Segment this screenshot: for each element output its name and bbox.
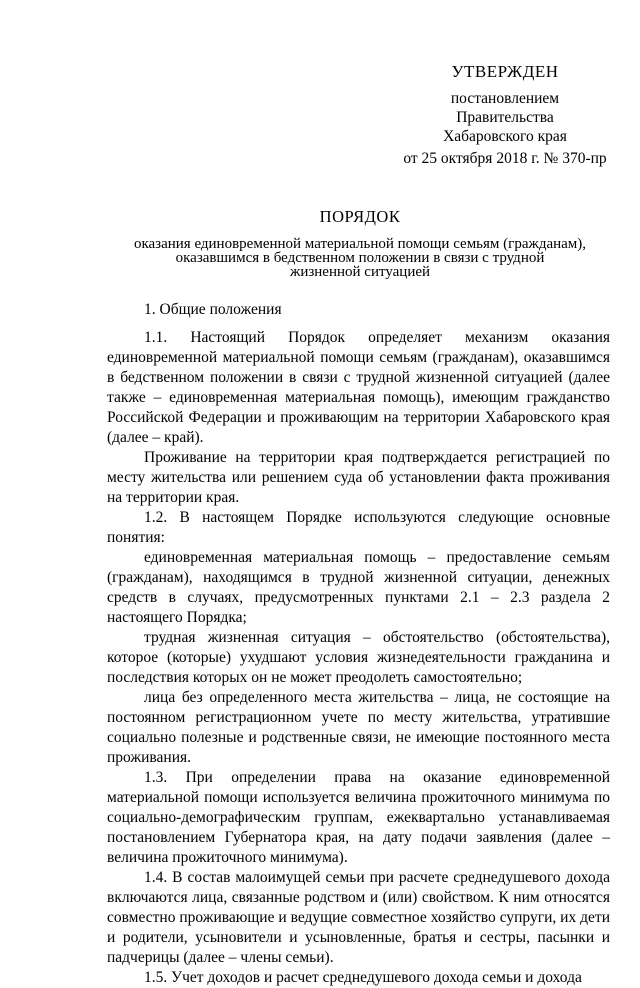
paragraph: Проживание на территории края подтверждается регистрацией по месту жительства или решением суда об установлении факта проживания на территории края. — [107, 449, 610, 506]
approval-line: Правительства — [456, 109, 554, 126]
approval-date-line: от 25 октября 2018 г. № 370-пр — [403, 150, 607, 167]
document-body — [107, 300, 610, 988]
approval-heading: УТВЕРЖДЕН — [451, 62, 559, 81]
document-subtitle-line: оказания единовременной материальной помощи семьям (гражданам), — [133, 236, 587, 252]
document-subtitle-line: оказавшимся в бедственном положении в связи с трудной — [175, 250, 545, 266]
paragraph: 1.3. При определении права на оказание единовременной материальной помощи используется величина прожиточного минимума по социально-демографическим группам, ежеквартально устанавливаемая постановлением Губернатора края, на дату подачи заявления (далее – величина прожиточного минимума). — [107, 769, 610, 866]
paragraph: лица без определенного места жительства – лица, не состоящие на постоянном регистрационном учете по месту жительства, утратившие социально полезные и родственные связи, не имеющие постоянного места проживания. — [107, 689, 610, 766]
section-heading: 1. Общие положения — [144, 301, 282, 318]
document-title: ПОРЯДОК — [319, 207, 401, 226]
paragraph: 1.2. В настоящем Порядке используются следующие основные понятия: — [107, 509, 610, 546]
document-subtitle-line: жизненной ситуацией — [289, 264, 431, 280]
paragraph: 1.1. Настоящий Порядок определяет механизм оказания единовременной материальной помощи семьям (гражданам), оказавшимся в бедственном положении в связи с трудной жизненной ситуацией (далее также – единовременная материальная помощь), имеющим гражданство Российской Федерации и проживающим на территории Хабаровского края (далее – край). — [107, 329, 610, 446]
paragraph: 1.4. В состав малоимущей семьи при расчете среднедушевого дохода включаются лица, связанные родством и (или) свойством. К ним относятся совместно проживающие и ведущие совместное хозяйство супруги, их дети и родители, усыновители и усыновленные, братья и сестры, пасынки и падчерицы (далее – члены семьи). — [107, 869, 610, 966]
document-title-block — [110, 207, 610, 279]
approval-line: постановлением — [450, 90, 560, 107]
approval-line: Хабаровского края — [443, 128, 567, 145]
paragraph: единовременная материальная помощь – предоставление семьям (гражданам), находящимся в трудной жизненной ситуации, денежных средств в случаях, предусмотренных пунктами 2.1 – 2.3 раздела 2 настоящего Порядка; — [107, 549, 610, 626]
approval-block — [390, 62, 620, 168]
paragraph: трудная жизненная ситуация – обстоятельство (обстоятельства), которое (которые) ухудшают условия жизнедеятельности гражданина и последствия которых он не может преодолеть самостоятельно; — [107, 629, 610, 686]
paragraph: 1.5. Учет доходов и расчет среднедушевого дохода семьи и дохода — [144, 969, 582, 986]
